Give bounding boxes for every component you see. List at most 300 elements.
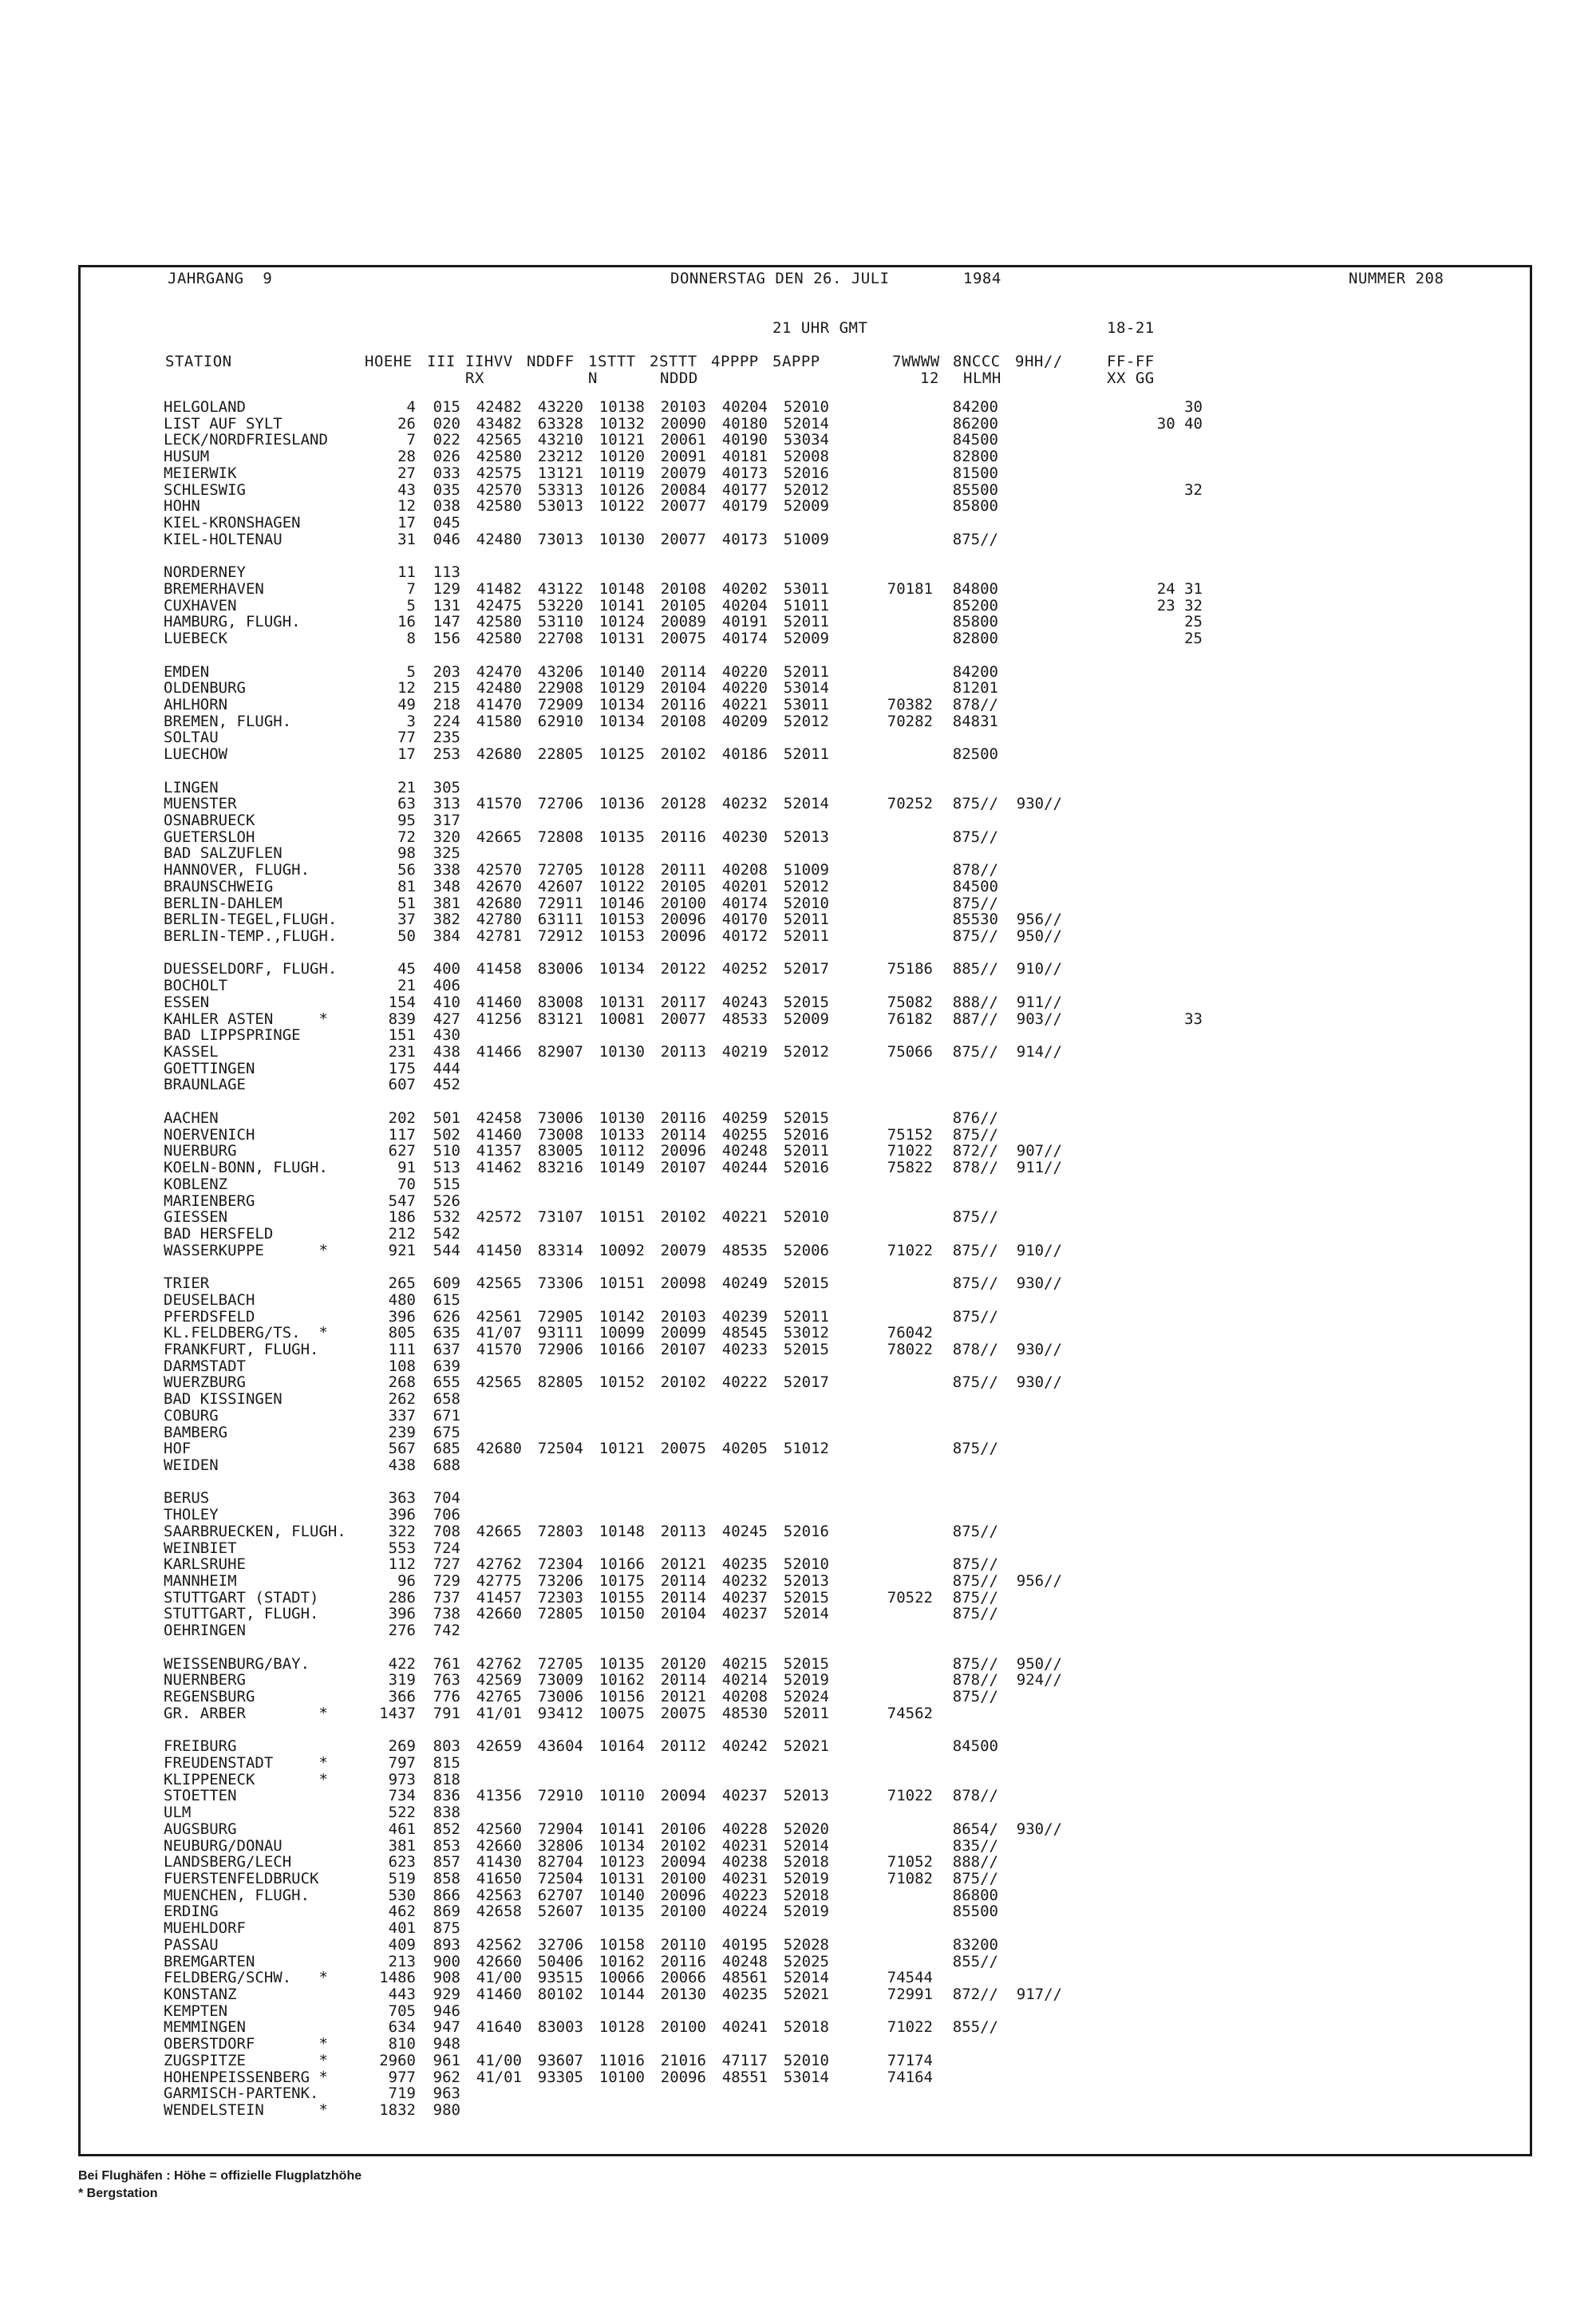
nddff-value: 72705	[537, 1655, 583, 1673]
4pppp-value: 40204	[721, 399, 768, 416]
nddff-value: 73006	[537, 1689, 583, 1705]
1sttt-value: 10134	[598, 696, 645, 713]
table-row	[164, 1243, 1203, 1259]
8nccc-value: 83200	[952, 1936, 998, 1954]
ffff-value	[1062, 1970, 1203, 1986]
8nccc-value	[933, 1061, 998, 1077]
4pppp-value	[706, 2003, 768, 2020]
nddff-value	[522, 1292, 583, 1309]
table-row	[164, 1093, 1203, 1110]
1sttt-value: 10164	[598, 1738, 645, 1755]
5appp-value: 52011	[783, 663, 829, 681]
7wwww-value	[829, 1110, 933, 1127]
4pppp-value	[706, 1408, 768, 1425]
8nccc-value: 8654/	[952, 1820, 998, 1838]
7wwww-value: 75186	[887, 961, 933, 978]
station-id: 815	[433, 1754, 460, 1772]
hoehe-value: 2960	[379, 2052, 416, 2069]
5appp-value: 52016	[783, 1160, 829, 1176]
4pppp-value	[706, 1292, 768, 1309]
hoehe-value: 96	[397, 1573, 416, 1590]
ffff-value	[1062, 1788, 1203, 1804]
ffff-value	[1062, 1722, 1203, 1739]
ffff-value	[1062, 1590, 1203, 1606]
5appp-value: 52016	[783, 1523, 829, 1540]
nddff-value: 72303	[537, 1589, 583, 1606]
station-name: PFERDSFELD	[164, 1308, 255, 1326]
nddff-value: 62707	[537, 1887, 583, 1904]
7wwww-value	[829, 1606, 933, 1622]
5appp-value: 53014	[783, 680, 829, 697]
station-id	[416, 547, 460, 564]
2sttt-value	[645, 2036, 706, 2053]
4pppp-value: 48545	[721, 1325, 768, 1342]
4pppp-value: 48561	[721, 1970, 768, 1986]
2sttt-value: 20110	[660, 1936, 706, 1954]
iihvv-value	[460, 2036, 522, 2053]
4pppp-value: 40181	[721, 449, 768, 465]
table-row	[164, 1160, 1203, 1176]
5appp-value: 52011	[783, 911, 829, 928]
5appp-value: 52021	[783, 1986, 829, 2003]
hoehe-value: 213	[388, 1953, 416, 1970]
8nccc-value: 86200	[952, 415, 998, 433]
5appp-value	[768, 1093, 829, 1110]
iihvv-value: 42658	[476, 1903, 522, 1921]
5appp-value: 52006	[783, 1242, 829, 1259]
8nccc-value	[933, 1622, 998, 1639]
iihvv-value: 42570	[476, 481, 522, 499]
table-row	[164, 399, 1203, 416]
iihvv-value: 42762	[476, 1556, 522, 1574]
station-name: BAD KISSINGEN	[164, 1391, 282, 1408]
nddff-value: 72504	[537, 1870, 583, 1887]
nddff-value: 53220	[537, 597, 583, 615]
7wwww-value	[829, 829, 933, 846]
iihvv-value: 42570	[476, 862, 522, 879]
station-name: BERLIN-TEMP.,FLUGH.	[164, 928, 338, 945]
7wwww-value	[829, 498, 933, 515]
station-id: 980	[433, 2102, 460, 2119]
9hh-value	[998, 449, 1062, 465]
hoehe-value: 366	[388, 1689, 416, 1705]
hoehe-value: 186	[388, 1209, 416, 1226]
nddff-value: 83005	[537, 1143, 583, 1160]
ffff-value	[1062, 1920, 1203, 1937]
5appp-value: 51011	[783, 597, 829, 615]
table-row	[164, 1772, 1203, 1788]
2sttt-value	[645, 845, 706, 862]
table-row	[164, 862, 1203, 879]
1sttt-value: 10121	[598, 432, 645, 449]
9hh-value: 956//	[1016, 911, 1062, 928]
2sttt-value: 20077	[660, 498, 706, 516]
table-row	[164, 780, 1203, 796]
table-row	[164, 598, 1203, 615]
nddff-value	[522, 1474, 583, 1491]
9hh-value	[998, 2053, 1062, 2069]
nddff-value: 52607	[537, 1903, 583, 1921]
hoehe-value: 37	[397, 911, 416, 928]
1sttt-value	[583, 1507, 645, 1523]
iihvv-value	[460, 1176, 522, 1193]
ffff-value	[1062, 1209, 1203, 1226]
station-id: 724	[433, 1539, 460, 1557]
5appp-value: 52018	[783, 1854, 829, 1871]
ffff-value: 25	[1184, 630, 1203, 647]
station-id: 382	[433, 911, 460, 928]
nddff-value	[522, 780, 583, 796]
7wwww-value	[829, 1755, 933, 1772]
5appp-value: 52009	[783, 498, 829, 516]
ffff-value	[1062, 1606, 1203, 1622]
8nccc-value: 875//	[952, 1870, 998, 1887]
7wwww-value: 71052	[887, 1854, 933, 1871]
station-name	[164, 1639, 355, 1656]
hoehe-value: 396	[388, 1507, 416, 1523]
7wwww-value	[829, 911, 933, 928]
1sttt-value	[583, 1176, 645, 1193]
8nccc-value: 872//	[952, 1143, 998, 1160]
table-row	[164, 1425, 1203, 1441]
1sttt-value	[583, 1226, 645, 1243]
station-id: 427	[433, 1010, 460, 1028]
iihvv-value: 41458	[476, 961, 522, 978]
9hh-value	[998, 1027, 1062, 1044]
4pppp-value: 40177	[721, 481, 768, 499]
4pppp-value	[706, 729, 768, 746]
7wwww-value	[829, 1689, 933, 1705]
ffff-value	[1062, 928, 1203, 945]
5appp-value: 52020	[783, 1820, 829, 1838]
hoehe-value: 154	[388, 994, 416, 1011]
nddff-value	[522, 647, 583, 664]
7wwww-value	[829, 895, 933, 912]
4pppp-value	[706, 812, 768, 829]
station-id: 045	[433, 515, 460, 532]
nddff-value: 82907	[537, 1044, 583, 1061]
hoehe-value	[355, 1639, 416, 1656]
8nccc-value	[933, 845, 998, 862]
7wwww-value: 71022	[887, 1143, 933, 1160]
iihvv-value: 42765	[476, 1689, 522, 1705]
4pppp-value: 40230	[721, 828, 768, 846]
1sttt-value: 10110	[598, 1788, 645, 1805]
2sttt-value: 20102	[660, 1209, 706, 1226]
nddff-value: 72803	[537, 1523, 583, 1540]
1sttt-value	[583, 780, 645, 796]
1sttt-value: 10158	[598, 1936, 645, 1954]
table-row	[164, 796, 1203, 812]
station-name: BOCHOLT	[164, 978, 228, 994]
station-name: KEMPTEN	[164, 2002, 228, 2020]
hoehe-value	[355, 945, 416, 962]
5appp-value: 52009	[783, 1010, 829, 1028]
8nccc-value	[933, 1391, 998, 1408]
ffff-value	[1062, 2036, 1203, 2053]
ffff-value	[1062, 713, 1203, 730]
station-name: BREMEN, FLUGH.	[164, 713, 292, 730]
station-id: 637	[433, 1341, 460, 1358]
iihvv-value: 41462	[476, 1160, 522, 1176]
station-id: 738	[433, 1606, 460, 1623]
nddff-value: 73008	[537, 1126, 583, 1144]
station-name: HUSUM	[164, 449, 210, 465]
iihvv-value: 41570	[476, 796, 522, 812]
table-row	[164, 1408, 1203, 1425]
table-row	[164, 1590, 1203, 1606]
8nccc-value: 85530	[952, 911, 998, 928]
station-id: 235	[433, 729, 460, 747]
1sttt-value: 10126	[598, 481, 645, 499]
2sttt-value	[645, 1772, 706, 1788]
station-name	[164, 647, 355, 664]
ffff-value: 24 31	[1156, 580, 1203, 598]
station-name: GOETTINGEN	[164, 1060, 255, 1077]
station-id: 338	[433, 862, 460, 879]
5appp-value: 53034	[783, 432, 829, 449]
1sttt-value: 10148	[598, 580, 645, 598]
5appp-value: 52009	[783, 630, 829, 647]
ffff-value	[1062, 978, 1203, 994]
2sttt-value: 20112	[660, 1738, 706, 1755]
ffff-value	[1062, 697, 1203, 713]
hoehe-value: 43	[397, 481, 416, 499]
9hh-value	[998, 1440, 1062, 1457]
station-id: 763	[433, 1672, 460, 1689]
table-row	[164, 465, 1203, 482]
1sttt-value: 10135	[598, 828, 645, 846]
2sttt-value	[645, 2003, 706, 2020]
4pppp-value: 40174	[721, 630, 768, 647]
4pppp-value: 40232	[721, 1573, 768, 1590]
col-8nccc-sub: HLMH	[963, 370, 1001, 387]
4pppp-value	[706, 1193, 768, 1210]
8nccc-value: 878//	[952, 1788, 998, 1805]
4pppp-value: 40180	[721, 415, 768, 433]
nddff-value: 22805	[537, 746, 583, 763]
hoehe-value: 973	[388, 1771, 416, 1788]
7wwww-value: 76182	[887, 1010, 933, 1028]
5appp-value	[768, 1772, 829, 1788]
4pppp-value: 40252	[721, 961, 768, 978]
1sttt-value: 10119	[598, 464, 645, 482]
station-id: 515	[433, 1176, 460, 1193]
4pppp-value: 40208	[721, 862, 768, 879]
4pppp-value	[706, 1920, 768, 1937]
5appp-value: 51009	[783, 862, 829, 879]
table-row	[164, 1325, 1203, 1342]
2sttt-value: 20094	[660, 1854, 706, 1871]
7wwww-value	[829, 1722, 933, 1739]
1sttt-value: 10146	[598, 895, 645, 912]
station-name: STUTTGART (STADT)	[164, 1589, 319, 1606]
8nccc-value: 85500	[952, 1903, 998, 1921]
5appp-value	[768, 1259, 829, 1275]
hoehe-value: 11	[397, 564, 416, 581]
nddff-value	[522, 1540, 583, 1557]
station-name: AHLHORN	[164, 696, 228, 713]
7wwww-value	[829, 2102, 933, 2119]
8nccc-value: 84500	[952, 878, 998, 895]
5appp-value: 52011	[783, 746, 829, 763]
station-id: 046	[433, 531, 460, 548]
station-id: 313	[433, 796, 460, 812]
table-row	[164, 1821, 1203, 1838]
8nccc-value	[933, 2053, 998, 2069]
5appp-value: 52024	[783, 1689, 829, 1705]
iihvv-value	[460, 845, 522, 862]
nddff-value: 22908	[537, 680, 583, 697]
8nccc-value	[933, 1755, 998, 1772]
9hh-value: 911//	[1016, 994, 1062, 1011]
2sttt-value	[645, 1226, 706, 1243]
7wwww-value	[829, 1507, 933, 1523]
nddff-value: 72904	[537, 1820, 583, 1838]
9hh-value	[998, 1507, 1062, 1523]
hoehe-value: 396	[388, 1308, 416, 1326]
nddff-value: 43210	[537, 432, 583, 449]
1sttt-value: 10156	[598, 1689, 645, 1705]
5appp-value: 52011	[783, 1308, 829, 1326]
2sttt-value: 20121	[660, 1689, 706, 1705]
ffff-value: 30	[1184, 399, 1203, 416]
station-name: BREMERHAVEN	[164, 580, 264, 598]
8nccc-value: 875//	[952, 1308, 998, 1326]
station-id: 038	[433, 498, 460, 516]
9hh-value	[998, 1871, 1062, 1887]
station-name: KIEL-HOLTENAU	[164, 531, 282, 548]
ffff-value	[1062, 547, 1203, 564]
nddff-value: 23212	[537, 449, 583, 465]
8nccc-value: 82500	[952, 746, 998, 763]
ffff-value	[1062, 1309, 1203, 1326]
station-name: PASSAU	[164, 1936, 219, 1954]
station-id: 501	[433, 1109, 460, 1127]
2sttt-value	[645, 1193, 706, 1210]
8nccc-value: 875//	[952, 1589, 998, 1606]
4pppp-value	[706, 1457, 768, 1474]
7wwww-value: 77174	[887, 2052, 933, 2069]
station-id: 215	[433, 680, 460, 697]
1sttt-value: 10153	[598, 928, 645, 945]
hoehe-value: 623	[388, 1854, 416, 1871]
7wwww-value	[829, 1474, 933, 1491]
5appp-value	[768, 1457, 829, 1474]
station-id: 948	[433, 2036, 460, 2053]
station-name: CUXHAVEN	[164, 597, 237, 615]
nddff-value	[522, 1061, 583, 1077]
9hh-value	[998, 1722, 1062, 1739]
5appp-value	[768, 1622, 829, 1639]
1sttt-value: 10135	[598, 1903, 645, 1921]
9hh-value: 930//	[1016, 796, 1062, 812]
7wwww-value	[829, 1374, 933, 1391]
station-name: AACHEN	[164, 1109, 219, 1127]
nddff-value	[522, 1259, 583, 1275]
station-id	[416, 1259, 460, 1275]
ffff-value	[1062, 961, 1203, 978]
1sttt-value	[583, 515, 645, 532]
5appp-value: 52012	[783, 878, 829, 895]
9hh-value	[998, 1903, 1062, 1920]
7wwww-value	[829, 1077, 933, 1093]
station-id: 129	[433, 580, 460, 598]
4pppp-value: 40221	[721, 696, 768, 713]
1sttt-value: 10122	[598, 498, 645, 516]
table-row	[164, 994, 1203, 1011]
8nccc-value	[933, 1639, 998, 1656]
1sttt-value: 10125	[598, 746, 645, 763]
9hh-value	[998, 1209, 1062, 1226]
2sttt-value	[645, 945, 706, 962]
9hh-value	[998, 1259, 1062, 1275]
1sttt-value	[583, 1391, 645, 1408]
table-row	[164, 1358, 1203, 1375]
2sttt-value: 20108	[660, 580, 706, 598]
iihvv-value	[460, 1540, 522, 1557]
station-name: BERLIN-TEGEL,FLUGH.	[164, 911, 338, 928]
7wwww-value	[829, 1440, 933, 1457]
5appp-value: 52015	[783, 1109, 829, 1127]
ffff-value	[1062, 879, 1203, 895]
9hh-value: 917//	[1016, 1986, 1062, 2003]
ffff-value	[1062, 1044, 1203, 1061]
9hh-value: 903//	[1016, 1010, 1062, 1028]
iihvv-value: 42775	[476, 1573, 522, 1590]
table-row	[164, 1193, 1203, 1210]
nddff-value	[522, 1077, 583, 1093]
time-range: 18-21	[1107, 319, 1155, 337]
hoehe-value: 269	[388, 1738, 416, 1755]
station-name: OEHRINGEN	[164, 1622, 246, 1639]
station-name: DUESSELDORF, FLUGH.	[164, 961, 338, 978]
8nccc-value: 82800	[952, 449, 998, 465]
nddff-value: 72911	[537, 895, 583, 912]
station-id: 803	[433, 1738, 460, 1755]
table-row	[164, 945, 1203, 962]
nddff-value	[522, 1176, 583, 1193]
table-row	[164, 1920, 1203, 1937]
ffff-value	[1062, 780, 1203, 796]
1sttt-value: 10148	[598, 1523, 645, 1540]
table-row	[164, 416, 1203, 433]
8nccc-value	[933, 1093, 998, 1110]
ffff-value	[1062, 680, 1203, 697]
9hh-value	[998, 945, 1062, 962]
1sttt-value	[583, 1474, 645, 1491]
4pppp-value: 40237	[721, 1589, 768, 1606]
table-row	[164, 1871, 1203, 1887]
station-id: 020	[433, 415, 460, 433]
2sttt-value: 20113	[660, 1044, 706, 1061]
station-id: 224	[433, 713, 460, 730]
table-row	[164, 680, 1203, 697]
4pppp-value: 40204	[721, 597, 768, 615]
5appp-value: 52016	[783, 464, 829, 482]
table-row	[164, 1259, 1203, 1275]
table-row	[164, 1540, 1203, 1557]
station-name: LECK/NORDFRIESLAND	[164, 432, 328, 449]
hoehe-value: 1486	[379, 1970, 416, 1986]
7wwww-value	[829, 1556, 933, 1573]
7wwww-value	[829, 1209, 933, 1226]
hoehe-value: 202	[388, 1109, 416, 1127]
nddff-value: 73006	[537, 1109, 583, 1127]
col-2sttt-sub: NDDD	[660, 370, 698, 387]
station-name: MUENSTER	[164, 796, 237, 812]
iihvv-value: 42470	[476, 663, 522, 681]
